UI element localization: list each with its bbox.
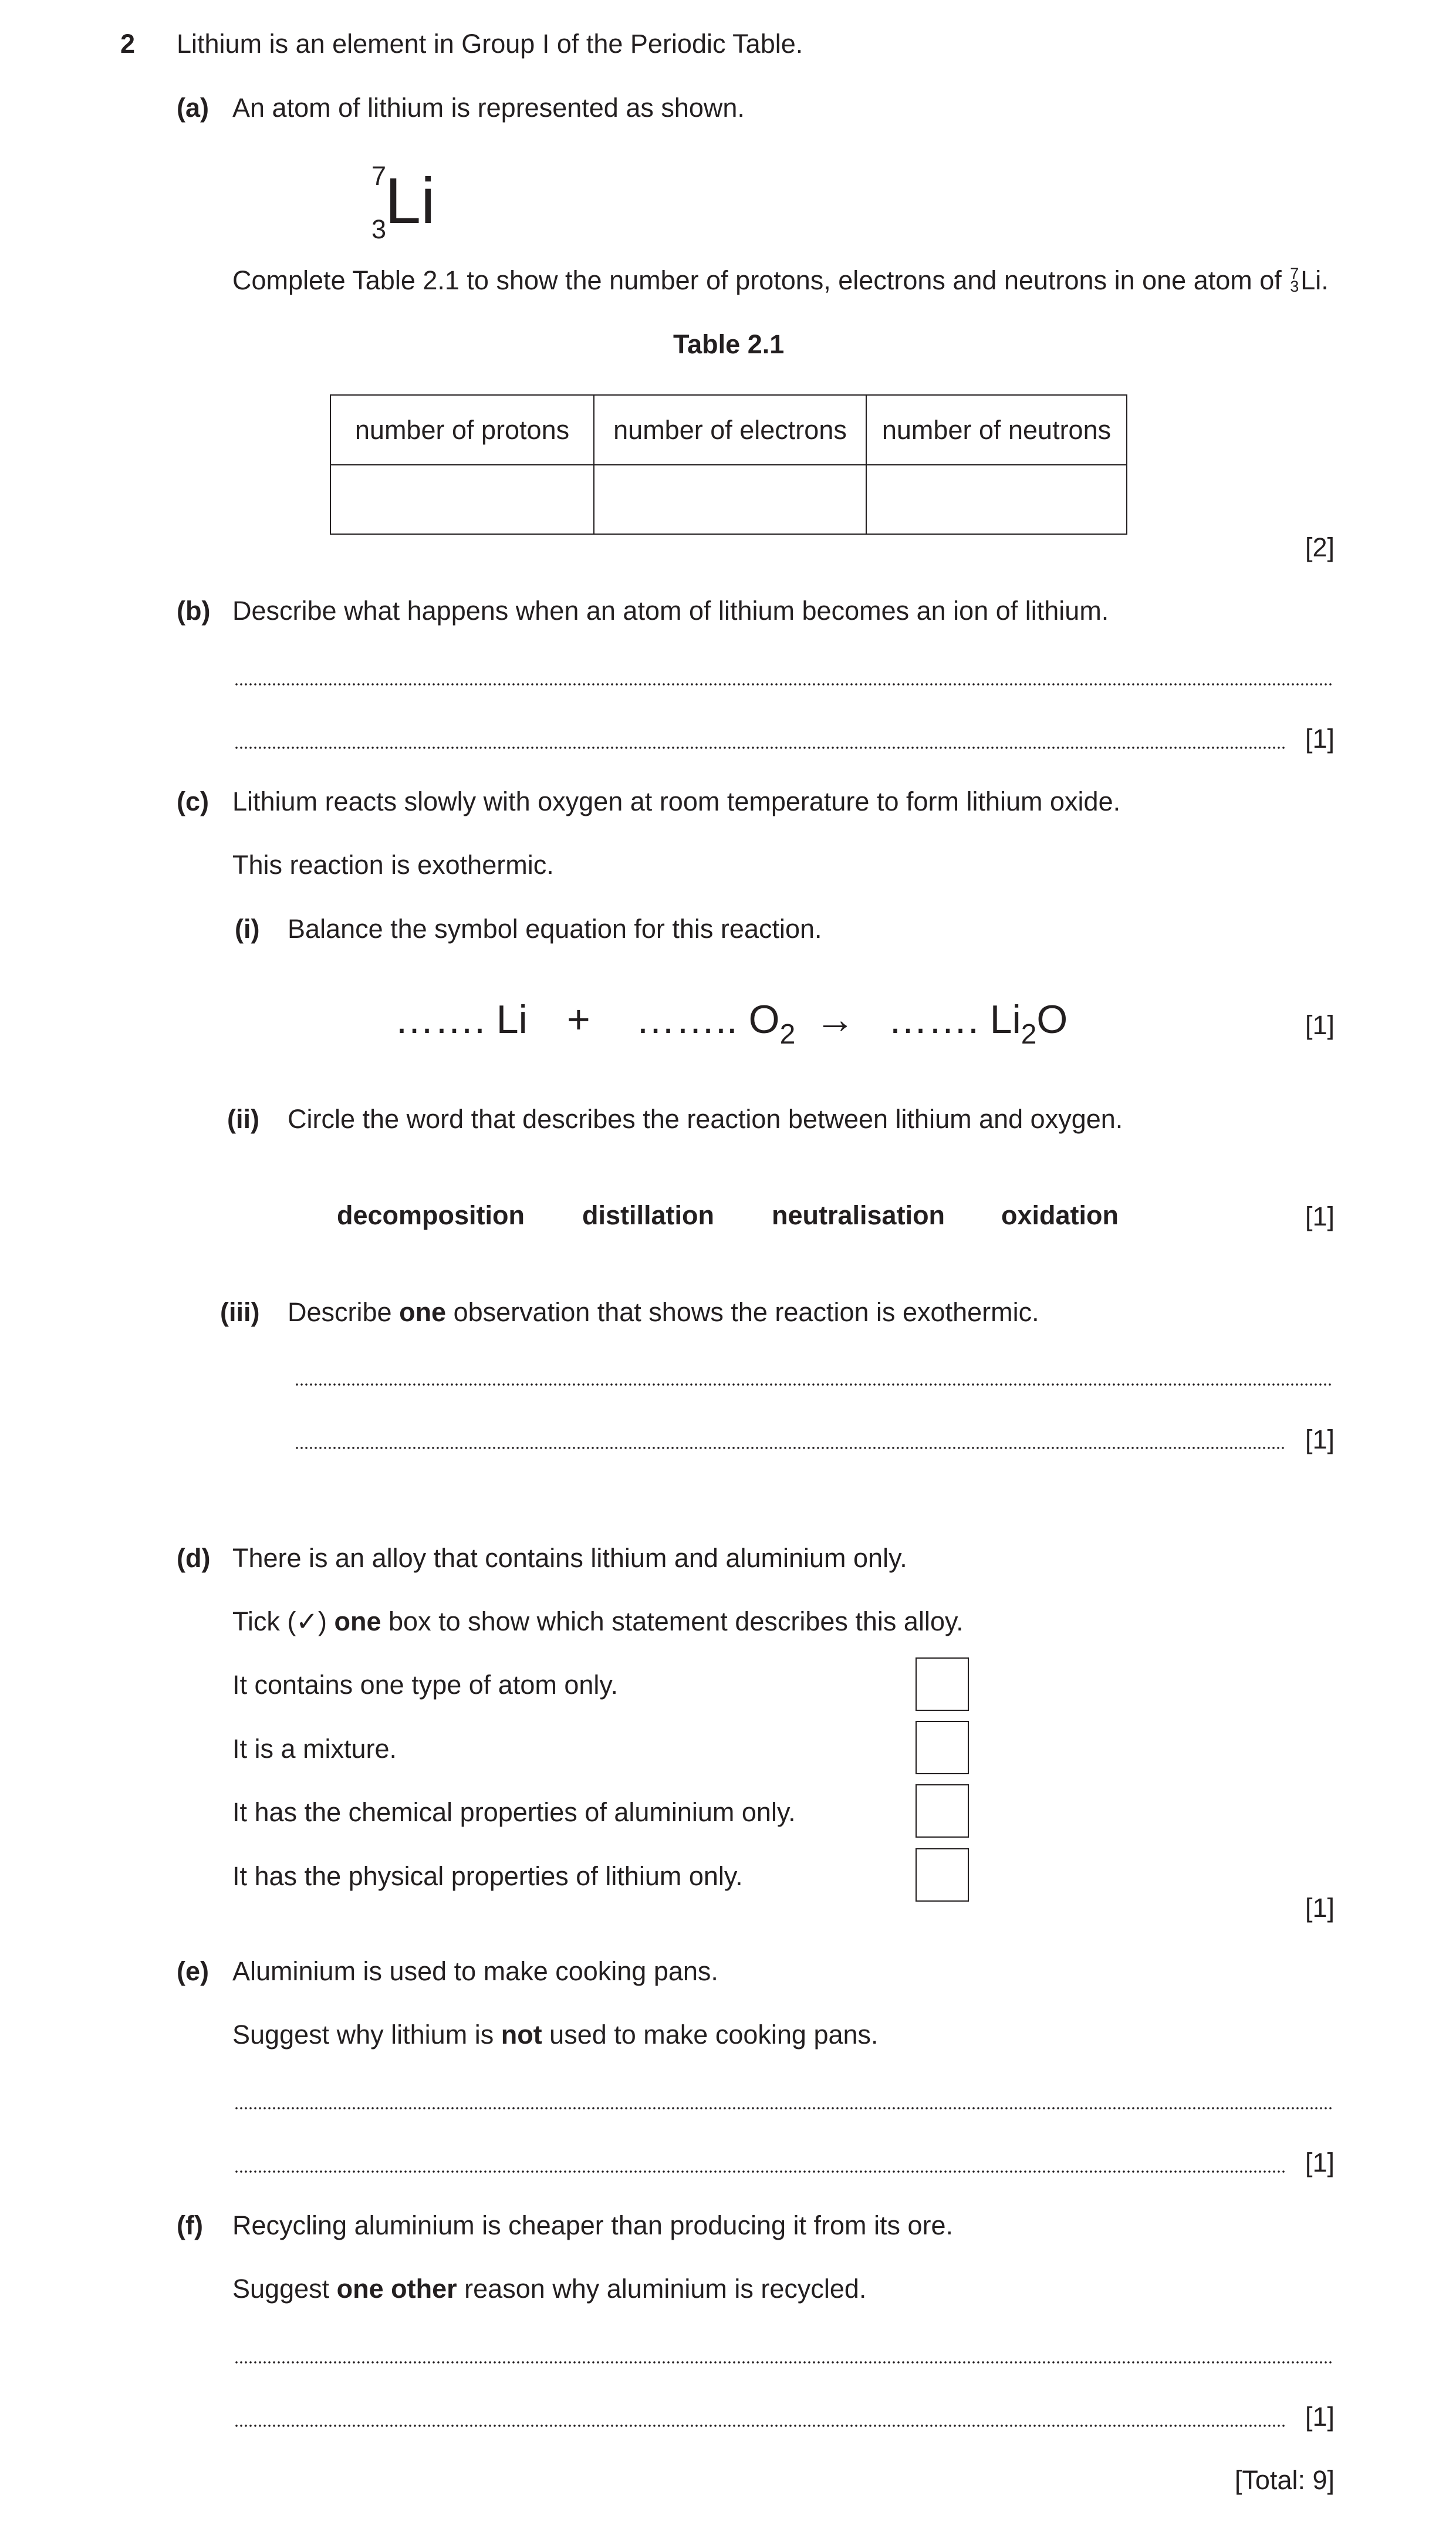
table-2-1 <box>330 394 1127 535</box>
part-f-suggest-start: Suggest <box>232 2274 337 2304</box>
part-d-marks: [1] <box>1305 1893 1335 1923</box>
part-a-instruction-text: Complete Table 2.1 to show the number of protons, electrons and neutrons in one atom of <box>232 265 1289 295</box>
statement-2: It is a mixture. <box>232 1734 397 1764</box>
header-neutrons: number of neutrons <box>866 395 1127 465</box>
part-f-suggest <box>232 2275 866 2302</box>
nuclide-atomic-number: 3 <box>371 214 387 244</box>
equation-o2-text: …….. O <box>636 997 780 1042</box>
part-e-suggest-bold: not <box>501 2020 542 2050</box>
part-d-label: (d) <box>177 1543 211 1573</box>
part-d-instruction <box>232 1608 964 1635</box>
answer-line-e-1[interactable] <box>234 2107 1333 2109</box>
part-d-text: There is an alloy that contains lithium and aluminium only. <box>232 1543 907 1573</box>
answer-line-f-2[interactable] <box>234 2425 1286 2427</box>
inline-nuclide <box>1289 265 1300 295</box>
part-a-instruction <box>232 267 1329 293</box>
part-c-label: (c) <box>177 786 209 816</box>
table-answer-row <box>330 465 1127 534</box>
statement-3: It has the chemical properties of aluminium only. <box>232 1797 796 1827</box>
inline-nuclide-mass: 7 <box>1290 265 1299 282</box>
part-c-iii-text-end: observation that shows the reaction is exothermic. <box>446 1297 1039 1327</box>
part-c-iii-marks: [1] <box>1305 1424 1335 1454</box>
equation-li2o-end: O <box>1036 997 1068 1042</box>
table-caption: Table 2.1 <box>673 329 785 359</box>
answer-line-c-iii-2[interactable] <box>295 1447 1286 1449</box>
part-f-suggest-bold: one other <box>336 2274 457 2304</box>
question-stem: Lithium is an element in Group I of the Periodic Table. <box>177 29 803 59</box>
part-e-marks: [1] <box>1305 2148 1335 2177</box>
table-header-row <box>330 395 1127 465</box>
answer-line-b-2[interactable] <box>234 747 1286 749</box>
answer-line-b-1[interactable] <box>234 683 1333 686</box>
question-number: 2 <box>120 29 136 59</box>
part-f-suggest-end: reason why aluminium is recycled. <box>457 2274 867 2304</box>
option-decomposition[interactable]: decomposition <box>337 1200 525 1230</box>
answer-line-e-2[interactable] <box>234 2170 1286 2173</box>
part-c-ii-marks: [1] <box>1305 1201 1335 1231</box>
option-neutralisation[interactable]: neutralisation <box>772 1200 945 1230</box>
part-c-iii-label: (iii) <box>220 1297 260 1327</box>
part-c-iii-text <box>288 1299 1039 1325</box>
part-a-marks: [2] <box>1305 532 1335 562</box>
nuclide-mass-number: 7 <box>371 161 387 191</box>
part-c-i-label: (i) <box>235 914 260 944</box>
statement-1: It contains one type of atom only. <box>232 1670 619 1700</box>
part-d-instruction-bold: one <box>334 1606 381 1636</box>
header-electrons: number of electrons <box>594 395 866 465</box>
equation-arrow: → <box>815 997 855 1042</box>
answer-line-f-1[interactable] <box>234 2361 1333 2364</box>
equation-plus: + <box>567 997 590 1042</box>
equation-blank-li[interactable]: ……. Li <box>394 997 528 1042</box>
part-e-suggest <box>232 2021 879 2048</box>
option-distillation[interactable]: distillation <box>582 1200 714 1230</box>
part-e-suggest-start: Suggest why lithium is <box>232 2020 501 2050</box>
part-f-marks: [1] <box>1305 2402 1335 2432</box>
header-protons: number of protons <box>330 395 594 465</box>
answer-line-c-iii-1[interactable] <box>295 1383 1333 1386</box>
part-f-text: Recycling aluminium is cheaper than producing it from its ore. <box>232 2210 954 2240</box>
equation-blank-li2o[interactable] <box>888 997 1068 1050</box>
answer-neutrons-cell[interactable] <box>866 465 1127 534</box>
part-c-i-text: Balance the symbol equation for this reaction. <box>288 914 822 944</box>
part-e-label: (e) <box>177 1956 209 1986</box>
equation-blank-o2[interactable] <box>636 997 796 1050</box>
part-a-label: (a) <box>177 93 209 123</box>
part-b-label: (b) <box>177 596 211 626</box>
part-b-marks: [1] <box>1305 724 1335 754</box>
tick-box-1[interactable] <box>916 1657 969 1711</box>
answer-protons-cell[interactable] <box>330 465 594 534</box>
part-c-text: Lithium reacts slowly with oxygen at room temperature to form lithium oxide. <box>232 786 1121 816</box>
part-c-text2: This reaction is exothermic. <box>232 850 554 880</box>
statement-4: It has the physical properties of lithium only. <box>232 1861 743 1891</box>
nuclide-element-symbol: Li <box>385 165 435 237</box>
part-f-label: (f) <box>177 2210 203 2240</box>
part-e-text: Aluminium is used to make cooking pans. <box>232 1956 718 1986</box>
equation-o2-subscript: 2 <box>779 1019 796 1050</box>
part-c-iii-text-bold: one <box>399 1297 447 1327</box>
tick-box-2[interactable] <box>916 1721 969 1774</box>
tick-box-4[interactable] <box>916 1848 969 1902</box>
part-b-text: Describe what happens when an atom of lithium becomes an ion of lithium. <box>232 596 1109 626</box>
answer-electrons-cell[interactable] <box>594 465 866 534</box>
equation-li2o-text: ……. Li <box>888 997 1021 1042</box>
part-c-ii-label: (ii) <box>227 1104 259 1134</box>
part-c-ii-text: Circle the word that describes the reaction between lithium and oxygen. <box>288 1104 1123 1134</box>
part-d-instruction-end: box to show which statement describes this alloy. <box>381 1606 964 1636</box>
part-e-suggest-end: used to make cooking pans. <box>542 2020 879 2050</box>
part-a-text: An atom of lithium is represented as shown. <box>232 93 745 123</box>
part-c-iii-text-start: Describe <box>288 1297 400 1327</box>
inline-nuclide-atomic: 3 <box>1290 278 1299 295</box>
equation-li2o-subscript: 2 <box>1021 1019 1037 1050</box>
part-d-instruction-start: Tick (✓) <box>232 1606 335 1636</box>
tick-box-3[interactable] <box>916 1784 969 1838</box>
question-total: [Total: 9] <box>1234 2465 1335 2495</box>
option-oxidation[interactable]: oxidation <box>1001 1200 1119 1230</box>
part-c-i-marks: [1] <box>1305 1010 1335 1040</box>
part-a-instruction-end: Li. <box>1300 265 1329 295</box>
